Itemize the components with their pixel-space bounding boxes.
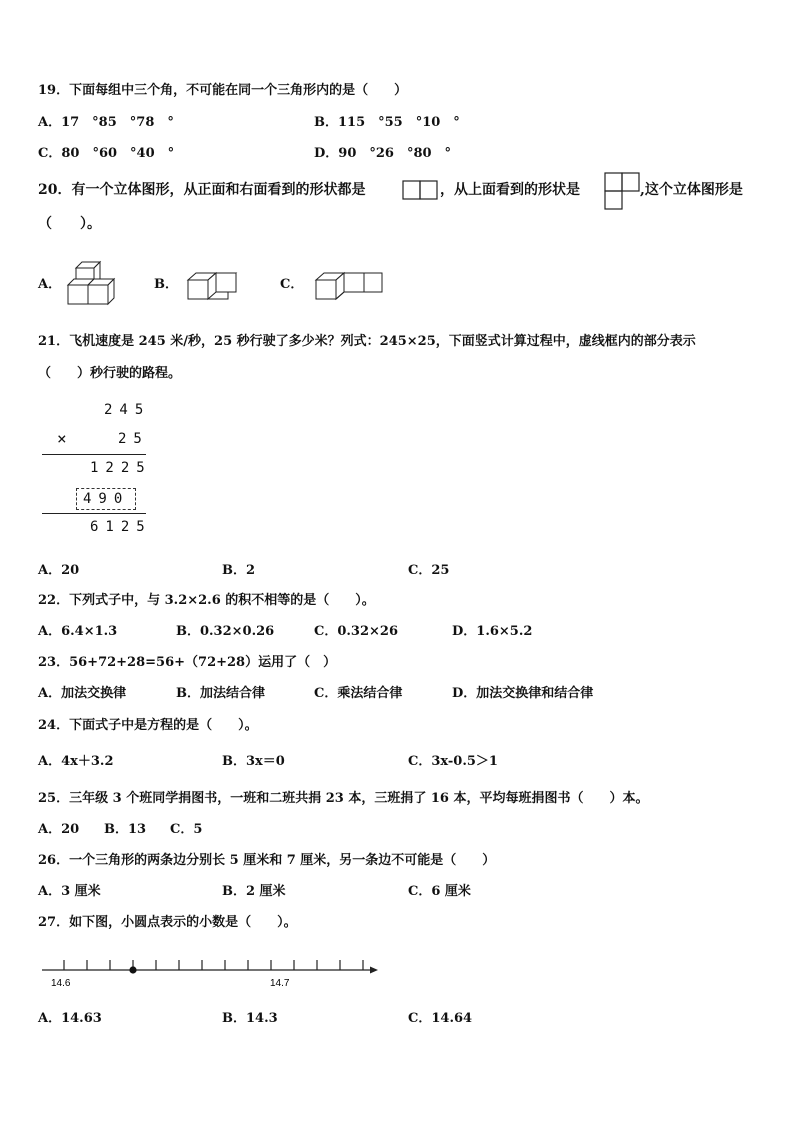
number-line-dot — [129, 966, 136, 973]
calc-rule-2 — [42, 513, 146, 514]
q26-stem: 26．一个三角形的两条边分别长 5 厘米和 7 厘米，另一条边不可能是（ ） — [38, 853, 496, 868]
q23-option-c[interactable]: C．乘法结合律 — [314, 686, 403, 701]
q23-stem: 23．56+72+28=56+（72+28）运用了（ ） — [38, 655, 337, 670]
q24-option-b[interactable]: B．3x＝0 — [222, 754, 285, 769]
q21-option-b[interactable]: B．2 — [222, 563, 256, 578]
q23-option-d[interactable]: D．加法交换律和结合律 — [452, 686, 594, 701]
q27-stem: 27．如下图，小圆点表示的小数是（ ）。 — [38, 915, 297, 930]
calc-partial-product-2: 490 — [83, 491, 130, 507]
q25-option-c[interactable]: C．5 — [170, 822, 203, 837]
calc-times-sign: × — [57, 429, 67, 448]
q23-option-b[interactable]: B．加法结合律 — [176, 686, 265, 701]
q22-option-d[interactable]: D．1.6×5.2 — [452, 624, 533, 639]
q20-option-c[interactable]: C． — [280, 277, 304, 292]
q21-option-c[interactable]: C．25 — [408, 563, 450, 578]
number-line-label-14-7: 14.7 — [270, 978, 290, 989]
q24-stem: 24．下面式子中是方程的是（ ）。 — [38, 718, 258, 733]
q26-option-c[interactable]: C．6 厘米 — [408, 884, 471, 899]
q27-option-b[interactable]: B．14.3 — [222, 1011, 278, 1026]
q22-stem: 22．下列式子中，与 3.2×2.6 的积不相等的是（ ）。 — [38, 593, 375, 608]
q27-option-a[interactable]: A．14.63 — [38, 1011, 102, 1026]
calc-partial-product-1: 1225 — [90, 460, 152, 476]
q24-option-a[interactable]: A．4x＋3.2 — [38, 754, 114, 769]
number-line-arrow-icon — [370, 967, 378, 974]
q24-option-c[interactable]: C．3x-0.5＞1 — [408, 754, 498, 769]
q23-option-a[interactable]: A．加法交换律 — [38, 686, 127, 701]
calc-rule-1 — [42, 454, 146, 455]
q21-option-a[interactable]: A．20 — [38, 563, 80, 578]
cube-stack-icon — [66, 259, 120, 307]
q20-option-b[interactable]: B． — [154, 277, 178, 292]
four-cube-l-icon — [314, 270, 386, 302]
two-squares-view-icon — [402, 180, 438, 200]
q20-option-a[interactable]: A． — [38, 277, 62, 292]
number-line-label-14-6: 14.6 — [51, 978, 71, 989]
q19-stem: 19．下面每组中三个角，不可能在同一个三角形内的是（ ） — [38, 83, 408, 98]
q21-stem-line2: （ ）秒行驶的路程。 — [38, 366, 182, 381]
q22-option-b[interactable]: B．0.32×0.26 — [176, 624, 275, 639]
q27-option-c[interactable]: C．14.64 — [408, 1011, 473, 1026]
q25-option-b[interactable]: B．13 — [104, 822, 147, 837]
calc-multiplicand: 245 — [104, 402, 151, 418]
calc-multiplier: 25 — [118, 431, 149, 447]
q19-option-d[interactable]: D．90 °26 °80 ° — [314, 146, 452, 161]
q22-option-a[interactable]: A．6.4×1.3 — [38, 624, 118, 639]
l-shape-top-view-icon — [604, 172, 640, 210]
q22-option-c[interactable]: C．0.32×26 — [314, 624, 398, 639]
q19-option-a[interactable]: A．17 °85 °78 ° — [38, 115, 174, 130]
number-line — [40, 950, 385, 992]
q25-stem: 25．三年级 3 个班同学捐图书，一班和二班共捐 23 本，三班捐了 16 本，平均每班捐图书（ ）本。 — [38, 791, 649, 806]
q21-stem-line1: 21．飞机速度是 245 米/秒，25 秒行驶了多少米？列式：245×25，下面竖式计算过程中，虚线框内的部分表示 — [38, 334, 696, 349]
q26-option-b[interactable]: B．2 厘米 — [222, 884, 286, 899]
q20-stem-part1: 20．有一个立体图形，从正面和右面看到的形状都是 — [38, 182, 366, 198]
q25-option-a[interactable]: A．20 — [38, 822, 80, 837]
q19-option-c[interactable]: C．80 °60 °40 ° — [38, 146, 175, 161]
q20-stem-line2: （ ）。 — [38, 216, 101, 232]
three-cube-l-icon — [186, 270, 240, 302]
calc-result: 6125 — [90, 519, 152, 535]
q26-option-a[interactable]: A．3 厘米 — [38, 884, 101, 899]
q19-option-b[interactable]: B．115 °55 °10 ° — [314, 115, 460, 130]
q20-stem-part2: ，从上面看到的形状是 — [440, 182, 580, 198]
q20-stem-part3: ,这个立体图形是 — [640, 182, 743, 198]
